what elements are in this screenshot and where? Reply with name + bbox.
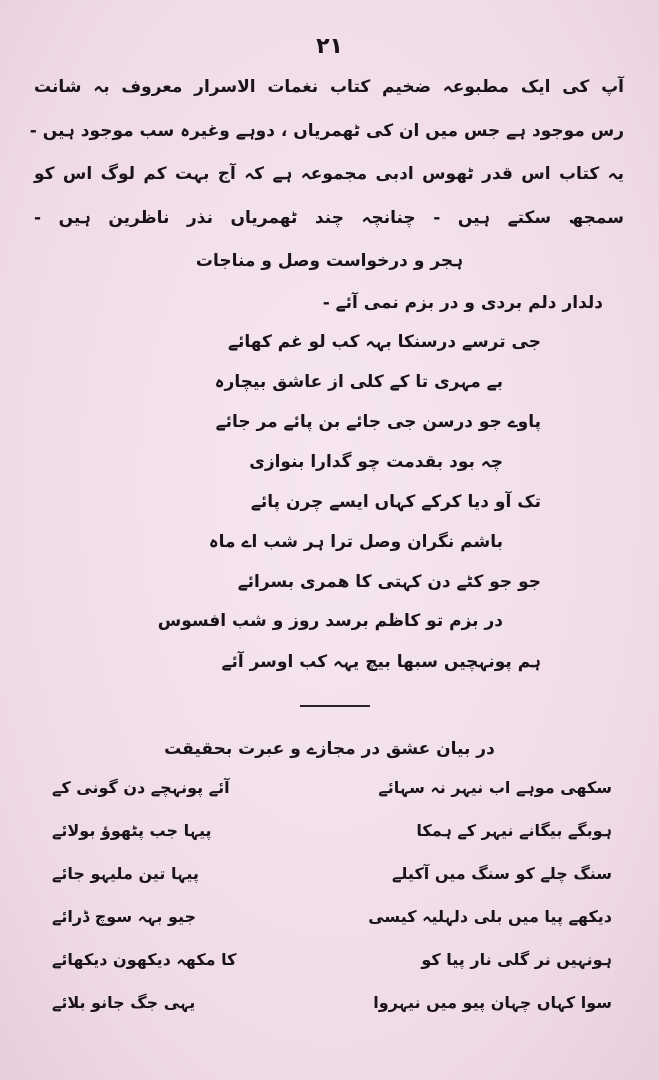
verse-line: جو جو کٹے دن کہتی کا همری بسرائے	[237, 572, 541, 592]
dohra-first-half: سوا کہاں چہان پیو میں نیہروا	[373, 993, 612, 1012]
verse-line: چہ بود بقدمت چو گدارا بنوازی	[249, 452, 503, 472]
dohra-second-half: کا مکھہ دیکھون دیکھائے	[52, 950, 237, 969]
dohra-first-half: ہوبگے بیگانے نیہر کے ہمکا	[416, 821, 612, 840]
verse-line: در بزم تو کاظم برسد روز و شب افسوس	[157, 611, 503, 631]
paragraph-line: سمجھ سکتے ہیں - چنانچہ چند ٹھمریاں نذر ناظرین ہیں -	[34, 208, 624, 228]
dohra-row	[52, 993, 612, 1012]
paragraph-line: آپ کی ایک مطبوعہ ضخیم کتاب نغمات الاسرار معروف بہ شانت	[34, 77, 624, 97]
dohra-first-half: سنگ چلے کو سنگ میں آکیلے	[392, 864, 612, 883]
dohra-second-half: پیہا جب پٹھوؤ بولائے	[52, 821, 212, 840]
section-intro-line: دلدار دلم بردی و در بزم نمی آئے -	[322, 293, 603, 313]
verse-line: پاوے جو درسن جی جائے بن پائے مر جائے	[215, 412, 541, 432]
dohra-second-half: آئے پونہچے دن گونی کے	[52, 778, 230, 797]
dohra-row	[52, 864, 612, 883]
verse-line: بے مہری تا کے کلی از عاشق بیچارہ	[214, 372, 503, 392]
section-heading: ہجر و درخواست وصل و مناجات	[195, 251, 464, 271]
section-divider	[300, 705, 370, 707]
verse-line: تک آو دیا کرکے کہاں ایسے چرن پائے	[250, 492, 541, 512]
verse-line: جی ترسے درسنکا بہہ کب لو غم کھائے	[228, 332, 541, 352]
dohra-second-half: پیہا تین ملیہو جائے	[52, 864, 199, 883]
verse-line: باشم نگران وصل ترا ہر شب اے ماہ	[208, 532, 503, 552]
dohra-second-half: یہی جگ جانو بلائے	[52, 993, 196, 1012]
dohra-first-half: ہونہیں نر گلی نار پیا کو	[421, 950, 612, 969]
section-heading: در بیان عشق در مجازے و عبرت بحقیقت	[164, 739, 495, 759]
dohra-first-half: دیکھے پیا میں بلی دلہلیہ کیسی	[368, 907, 612, 926]
dohra-second-half: جیو بہہ سوچ ڈرائے	[52, 907, 197, 926]
dohra-first-half: سکھی موہے اب نیہر نہ سہائے	[378, 778, 612, 797]
dohra-row	[52, 821, 612, 840]
page-number: ۲۱	[316, 34, 343, 59]
paragraph-line: یہ کتاب اس قدر ٹھوس ادبی مجموعہ ہے کہ آج بہت کم لوگ اس کو	[34, 164, 624, 184]
dohra-row	[52, 907, 612, 926]
paragraph-line: رس موجود ہے جس میں ان کی ٹھمریاں ، دوہے وغیرہ سب موجود ہیں -	[29, 121, 624, 141]
verse-line: ہم پونہچیں سبھا بیچ یہہ کب اوسر آئے	[221, 652, 541, 672]
dohra-row	[52, 950, 612, 969]
dohra-row	[52, 778, 612, 797]
